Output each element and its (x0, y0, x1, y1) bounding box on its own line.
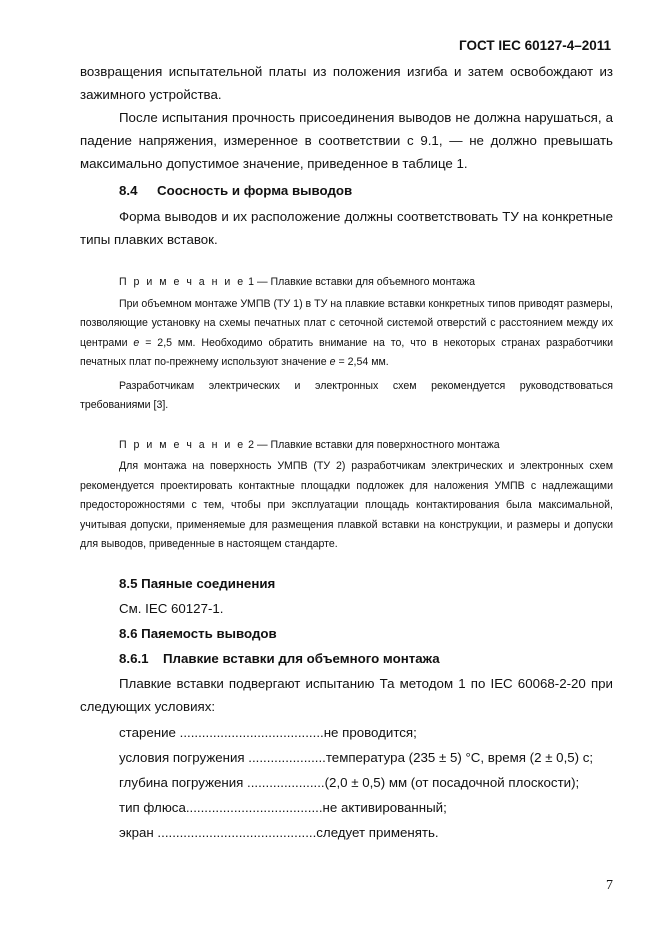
condition-item: тип флюса.....................................не активированный; (119, 799, 447, 815)
condition-item: глубина погружения .....................(2,0 ± 0,5) мм (от посадочной плоскости); (119, 774, 580, 790)
note-text: = 2,54 мм. (335, 356, 389, 368)
paragraph-lead-shape: Форма выводов и их расположение должны соответствовать ТУ на конкретные типы плавких вставок. (80, 209, 613, 247)
note-label: П р и м е ч а н и е (119, 276, 246, 288)
condition-item: экран ...........................................следует применять. (119, 824, 439, 840)
document-body (80, 60, 613, 845)
section-number: 8.4 (119, 183, 138, 198)
paragraph-continuation: возвращения испытательной платы из положения изгиба и затем освобождают из зажимного устройства. (80, 64, 613, 102)
note-symbol-e: e (329, 356, 336, 368)
note-1 (80, 273, 613, 416)
test-conditions-list (80, 720, 613, 845)
document-code-header: ГОСТ IEC 60127-4–2011 (459, 38, 611, 53)
note-1-heading (80, 273, 613, 293)
section-8-4-heading (80, 179, 613, 202)
condition-item: старение .......................................не проводится; (119, 724, 417, 740)
section-title: Соосность и форма выводов (157, 183, 353, 198)
note-1-paragraph-1 (80, 295, 613, 373)
paragraph-test-result: После испытания прочность присоединения выводов не должна нарушаться, а падение напряжения, измеренное в соответствии с 9.1, — не должно превышать максимально допустимое значение, приведенное в таблице 1. (80, 110, 613, 171)
section-8-5-text: См. IEC 60127-1. (119, 600, 224, 616)
note-label: П р и м е ч а н и е (119, 438, 246, 451)
note-text: = 2,5 мм. Необходимо обратить внимание на то, что в некоторых странах разработчики печатных плат по-прежнему используют значение (80, 336, 613, 368)
condition-item: условия погружения .....................температура (235 ± 5) °C, время (2 ± 0,5) с; (119, 749, 594, 765)
section-8-6-heading: 8.6 Паяемость выводов (119, 625, 277, 641)
section-number: 8.6.1 (119, 650, 149, 666)
note-text: При объемном монтаже УМПВ (ТУ 1) в ТУ на плавкие вставки конкретных типов приводят размеры, позволяющие установку на схемы печатных плат с сеточной системой отверстий с расстоянием между их центрами (80, 297, 613, 349)
note-2-paragraph: Для монтажа на поверхность УМПВ (ТУ 2) разработчикам электрических и электронных схем рекомендуется проектировать контактные площадки подложек для наложения УМПВ с надлежащими предосторожностями с тем, чтобы при эксплуатации площадь контактирования была максимальной, учитывая допуски, применяемые для размещения плавкой вставки на конструкции, и размеры и допуски для выводов, приведенные в настоящем стандарте. (80, 460, 613, 550)
section-8-5-heading: 8.5 Паяные соединения (119, 575, 276, 591)
section-8-6-1-heading (80, 647, 613, 670)
note-symbol-e: e (133, 336, 140, 349)
section-title: Плавкие вставки для объемного монтажа (163, 650, 440, 666)
note-1-paragraph-2: Разработчикам электрических и электронных схем рекомендуется руководствоваться требованиями [3]. (80, 379, 613, 411)
section-8-6-1-text: Плавкие вставки подвергают испытанию Та методом 1 по IEC 60068-2-20 при следующих условиях: (80, 675, 613, 714)
page-number: 7 (606, 878, 613, 893)
note-2 (80, 436, 613, 555)
note-title: 1 — Плавкие вставки для объемного монтажа (245, 276, 476, 288)
note-2-heading (80, 436, 613, 456)
note-title: 2 — Плавкие вставки для поверхностного монтажа (245, 438, 500, 451)
